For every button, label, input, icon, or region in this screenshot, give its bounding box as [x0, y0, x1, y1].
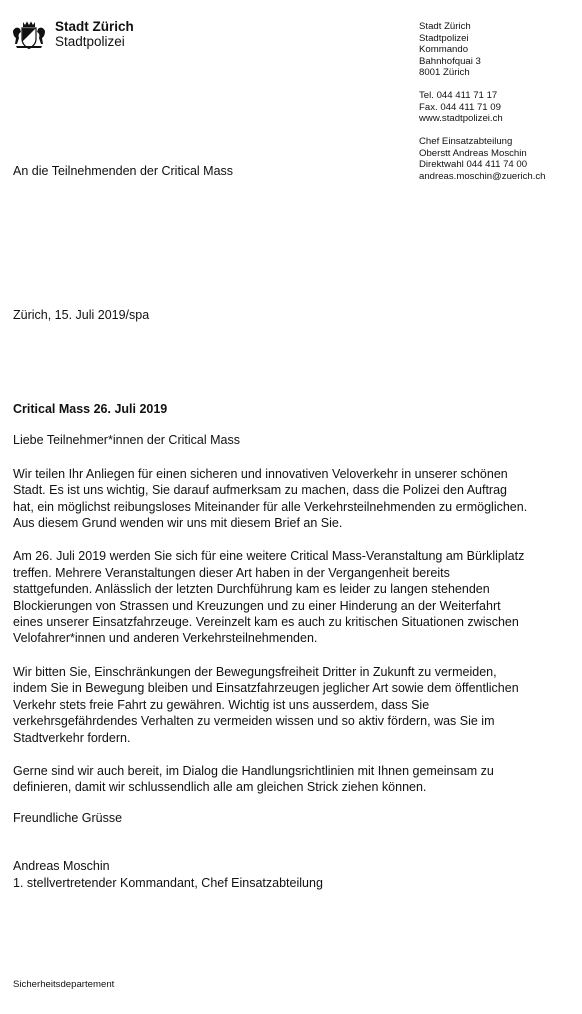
- sender-person-role: Chef Einsatzabteilung: [419, 136, 513, 147]
- letter-closing: Freundliche Grüsse: [13, 810, 123, 825]
- recipient-line: An die Teilnehmenden der Critical Mass: [13, 164, 234, 178]
- paragraph-line: verkehrsgefährdendes Verhalten zu vermeiden wissen und so aktiv fördern, was Sie im: [13, 714, 495, 729]
- sender-email-link[interactable]: andreas.moschin@zuerich.ch: [419, 170, 546, 182]
- paragraph-line: Stadt. Es ist uns wichtig, Sie darauf aufmerksam zu machen, dass die Polizei den Auftrag: [13, 483, 508, 498]
- body-paragraph: [13, 664, 573, 746]
- sender-address-line: Stadtpolizei: [419, 32, 469, 44]
- paragraph-line: indem Sie in Bewegung bleiben und Einsatzfahrzeugen jeglicher Art sowie dem öffentlichen: [13, 681, 519, 696]
- sender-phone: Tel. 044 411 71 17: [419, 90, 498, 101]
- paragraph-line: Blockierungen von Strassen und Kreuzungen und zu einer Hinderung an der Weiterfahrt: [13, 598, 501, 613]
- sender-address-line: Bahnhofquai 3: [419, 55, 481, 67]
- paragraph-line: Verkehr stets freie Fahrt zu gewähren. Wichtig ist uns ausserdem, dass Sie: [13, 697, 430, 712]
- sender-block: [419, 21, 579, 182]
- paragraph-line: stattgefunden. Anlässlich der letzten Durchführung kam es leider zu langen stehenden: [13, 582, 490, 597]
- zurich-coat-of-arms-logo: [12, 20, 46, 50]
- letterhead: [55, 19, 134, 49]
- body-paragraph: [13, 763, 573, 796]
- date-line: Zürich, 15. Juli 2019/spa: [13, 308, 150, 322]
- paragraph-line: Am 26. Juli 2019 werden Sie sich für eine weitere Critical Mass-Veranstaltung am Bürkliplatz: [13, 549, 525, 564]
- sender-website-link[interactable]: www.stadtpolizei.ch: [419, 113, 503, 124]
- paragraph-line: treffen. Mehrere Veranstaltungen dieser Art haben in der Vergangenheit bereits: [13, 565, 450, 580]
- letter-body: [13, 401, 573, 891]
- sender-address-line: 8001 Zürich: [419, 67, 470, 78]
- paragraph-line: Wir teilen Ihr Anliegen für einen sicheren und innovativen Veloverkehr in unserer schönen: [13, 466, 508, 481]
- sender-address-line: Stadt Zürich: [419, 21, 471, 32]
- signer-title: 1. stellvertretender Kommandant, Chef Einsatzabteilung: [13, 875, 323, 890]
- paragraph-line: Wir bitten Sie, Einschränkungen der Bewegungsfreiheit Dritter in Zukunft zu vermeiden,: [13, 664, 497, 679]
- letterhead-city: Stadt Zürich: [55, 19, 134, 34]
- paragraph-line: definieren, damit wir schlussendlich alle am gleichen Strick ziehen können.: [13, 780, 427, 795]
- paragraph-line: Aus diesem Grund wenden wir uns mit diesem Brief an Sie.: [13, 516, 343, 531]
- footer-department: Sicherheitsdepartement: [13, 979, 115, 990]
- sender-person-name: Oberstt Andreas Moschin: [419, 147, 527, 159]
- sender-address-line: Kommando: [419, 44, 469, 55]
- paragraph-line: Stadtverkehr fordern.: [13, 730, 131, 745]
- letter-salutation: Liebe Teilnehmer*innen der Critical Mass: [13, 433, 240, 448]
- letterhead-department: Stadtpolizei: [55, 34, 125, 49]
- letter-subject: Critical Mass 26. Juli 2019: [13, 402, 168, 416]
- paragraph-line: hat, ein möglichst reibungsloses Miteinander für alle Verkehrsteilnehmenden zu ermöglichen.: [13, 499, 528, 514]
- paragraph-line: eines unserer Einsatzfahrzeuge. Vereinzelt kam es auch zu kritischen Situationen zwischen: [13, 615, 519, 630]
- body-paragraph: [13, 548, 573, 646]
- paragraph-line: Gerne sind wir auch bereit, im Dialog die Handlungsrichtlinien mit Ihnen gemeinsam zu: [13, 763, 494, 778]
- signer-name: Andreas Moschin: [13, 859, 110, 874]
- paragraph-line: Velofahrer*innen und anderen Verkehrsteilnehmenden.: [13, 631, 318, 646]
- body-paragraph: [13, 466, 573, 532]
- sender-fax: Fax. 044 411 71 09: [419, 101, 501, 113]
- sender-direct-phone: Direktwahl 044 411 74 00: [419, 159, 528, 170]
